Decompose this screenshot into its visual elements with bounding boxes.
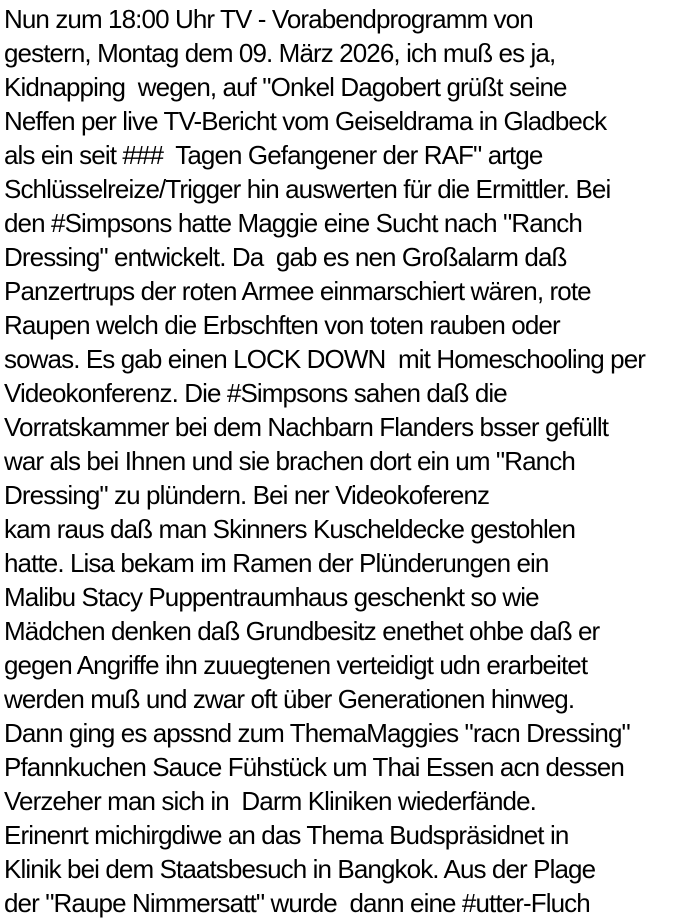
text-line: Schlüsselreize/Trigger hin auswerten für die Ermittler. Bei [4, 174, 611, 204]
text-line: sowas. Es gab einen LOCK DOWN mit Homeschooling per [4, 344, 646, 374]
text-line: Videokonferenz. Die #Simpsons sahen daß die [4, 378, 507, 408]
text-line: Pfannkuchen Sauce Fühstück um Thai Essen acn dessen [4, 752, 624, 782]
text-line: Vorratskammer bei dem Nachbarn Flanders bsser gefüllt [4, 412, 609, 442]
text-line: Panzertrups der roten Armee einmarschiert wären, rote [4, 276, 591, 306]
text-line: Nun zum 18:00 Uhr TV - Vorabendprogramm von [4, 4, 533, 34]
text-line: Raupen welch die Erbschften von toten rauben oder [4, 310, 560, 340]
text-line: den #Simpsons hatte Maggie eine Sucht nach "Ranch [4, 208, 582, 238]
text-line: Neffen per live TV-Bericht vom Geiseldrama in Gladbeck [4, 106, 607, 136]
text-line: gestern, Montag dem 09. März 2026, ich muß es ja, [4, 38, 556, 68]
text-line: gegen Angriffe ihn zuuegtenen verteidigt udn erarbeitet [4, 650, 588, 680]
text-line: Kidnapping wegen, auf "Onkel Dagobert grüßt seine [4, 72, 567, 102]
text-line: Malibu Stacy Puppentraumhaus geschenkt so wie [4, 582, 539, 612]
text-line: der "Raupe Nimmersatt" wurde dann eine #utter-Fluch [4, 888, 590, 918]
text-line: Mädchen denken daß Grundbesitz enethet ohbe daß er [4, 616, 600, 646]
text-line: Dressing" entwickelt. Da gab es nen Großalarm daß [4, 242, 567, 272]
text-line: Klinik bei dem Staatsbesuch in Bangkok. Aus der Plage [4, 854, 596, 884]
text-line: hatte. Lisa bekam im Ramen der Plünderungen ein [4, 548, 549, 578]
text-line: Erinenrt michirgdiwe an das Thema Budspräsidnet in [4, 820, 569, 850]
text-lines [4, 2, 684, 920]
text-line: werden muß und zwar oft über Generationen hinweg. [4, 684, 575, 714]
text-line: Verzeher man sich in Darm Kliniken wiederfände. [4, 786, 536, 816]
text-line: Dann ging es apssnd zum ThemaMaggies "racn Dressing" [4, 718, 630, 748]
text-line: war als bei Ihnen und sie brachen dort ein um "Ranch [4, 446, 575, 476]
text-line: kam raus daß man Skinners Kuscheldecke gestohlen [4, 514, 576, 544]
text-line: als ein seit ### Tagen Gefangener der RAF" artge [4, 140, 543, 170]
text-line: Dressing" zu plündern. Bei ner Videokoferenz [4, 480, 490, 510]
